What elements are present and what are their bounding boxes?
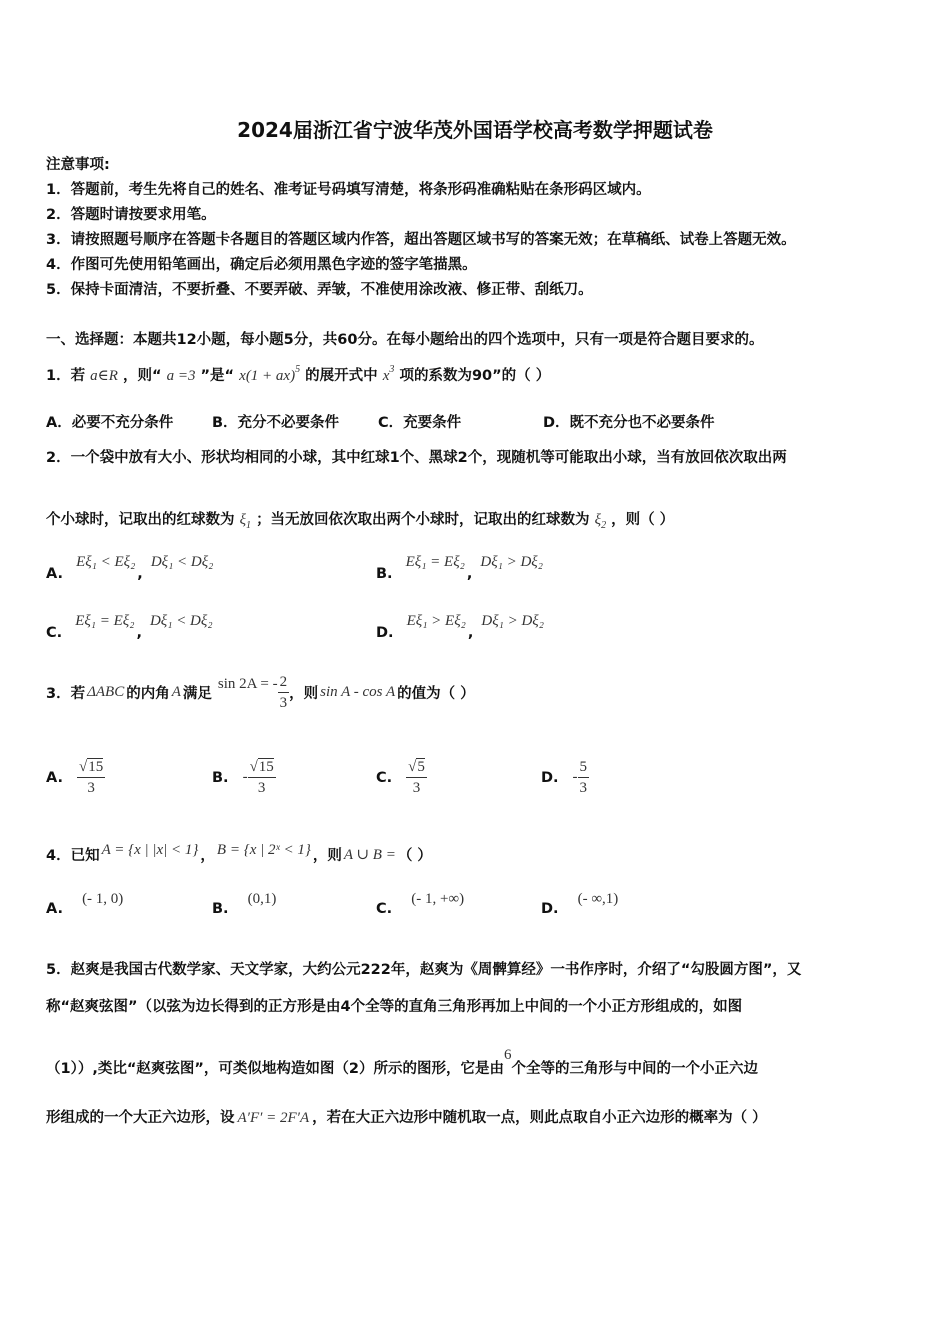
q3-text: 的值为（ ） xyxy=(397,686,475,702)
question-1 xyxy=(46,364,550,385)
q1-text: ，则“ xyxy=(123,368,162,384)
option-math: Dξ₁ > Dξ₂ xyxy=(480,554,543,570)
option-math: Eξ₁ = Eξ₂ xyxy=(75,613,135,629)
option-label: B. xyxy=(376,566,393,582)
fraction-denominator: 3 xyxy=(257,780,266,796)
q5-text: 个全等的三角形与中间的一个小正六边 xyxy=(511,1061,758,1077)
option-label: C. xyxy=(376,901,393,917)
q3-option-c xyxy=(376,757,427,798)
option-math: (- 1, 0) xyxy=(82,891,124,907)
q4-option-d xyxy=(541,891,619,918)
notice-item: 4．作图可先使用铅笔画出，确定后必须用黑色字迹的签字笔描黑。 xyxy=(46,257,477,273)
option-label: A. xyxy=(46,901,63,917)
q3-math: A xyxy=(171,684,181,700)
q4-option-b xyxy=(212,891,277,918)
option-math: Dξ₁ < Dξ₂ xyxy=(149,613,213,629)
option-label: B. xyxy=(212,769,229,786)
q2-math: 2 xyxy=(601,520,607,531)
question-2-line1: 2．一个袋中放有大小、形状均相同的小球，其中红球1个、黑球2个，现随机等可能取出小球，当有放回依次取出两 xyxy=(46,450,787,466)
option-math: Eξ₁ < Eξ₂ xyxy=(76,554,136,570)
q3-text: 满足 xyxy=(182,686,212,702)
option-label: B. xyxy=(212,901,229,917)
fraction-denominator: 3 xyxy=(579,780,588,796)
q3-text: 的内角 xyxy=(126,686,170,702)
page-title: 2024届浙江省宁波华茂外国语学校高考数学押题试卷 xyxy=(237,118,713,142)
q1-option-a: A．必要不充分条件 xyxy=(46,415,174,431)
option-fraction xyxy=(578,757,590,798)
fraction-denominator: 3 xyxy=(87,780,95,796)
q1-option-d: D．既不充分也不必要条件 xyxy=(543,415,715,431)
q4-text: 4．已知 xyxy=(46,848,100,864)
q1-text: ”是“ xyxy=(200,368,235,384)
option-label: D. xyxy=(541,901,559,917)
radicand: 15 xyxy=(258,759,274,775)
notice-item: 5．保持卡面清洁，不要折叠、不要弄破、弄皱，不准使用涂改液、修正带、刮纸刀。 xyxy=(46,282,593,298)
notice-heading: 注意事项: xyxy=(46,157,110,173)
q3-option-a xyxy=(46,757,105,798)
q1-math: 5 xyxy=(295,364,301,375)
option-label: D. xyxy=(541,769,559,786)
q4-math: A ∪ B = xyxy=(343,847,396,863)
q1-math: x(1 + ax) xyxy=(239,368,296,384)
q3-text: ，则 xyxy=(289,686,319,702)
q4-text: ， xyxy=(200,848,215,864)
option-math: (- 1, +∞) xyxy=(411,891,465,907)
question-2-line2 xyxy=(46,508,674,529)
question-4 xyxy=(46,844,432,865)
option-label: C. xyxy=(46,625,63,641)
q1-math: a =3 xyxy=(166,368,196,384)
option-fraction: $\frac{√15}{3}$ xyxy=(249,759,274,796)
option-math: Eξ₁ = Eξ₂ xyxy=(405,554,465,570)
fraction-numerator: 2 xyxy=(278,672,290,693)
q1-text: 项的系数为90”的（ ） xyxy=(399,368,551,384)
q4-option-a xyxy=(46,891,124,918)
fraction-denominator: 3 xyxy=(412,780,421,796)
q4-text: （ ） xyxy=(397,848,432,864)
q5-math: 6 xyxy=(504,1047,512,1063)
q3-text: 3．若 xyxy=(46,686,86,702)
q2-math: ξ xyxy=(594,512,602,528)
q1-text: 的展开式中 xyxy=(305,368,378,384)
q3-option-b xyxy=(212,757,276,798)
q2-text: 个小球时，记取出的红球数为 xyxy=(46,512,235,528)
q2-option-a: A. Eξ₁ < Eξ₂,Dξ₁ < Dξ₂ xyxy=(46,554,214,582)
option-sign: - xyxy=(242,769,248,785)
q2-text: ，则（ ） xyxy=(611,512,675,528)
option-math: Dξ₁ > Dξ₂ xyxy=(481,613,544,629)
fraction-denominator: 3 xyxy=(279,695,288,711)
q5-text: ，若在大正六边形中随机取一点，则此点取自小正六边形的概率为（ ） xyxy=(312,1110,767,1126)
question-3 xyxy=(46,672,475,713)
notice-item: 1．答题前，考生先将自己的姓名、准考证号码填写清楚，将条形码准确粘贴在条形码区域内。 xyxy=(46,182,651,198)
q2-option-d: D. Eξ₁ > Eξ₂,Dξ₁ > Dξ₂ xyxy=(376,613,544,641)
q3-fraction xyxy=(278,672,290,713)
q4-text: ，则 xyxy=(312,848,342,864)
option-math: Eξ₁ > Eξ₂ xyxy=(406,613,466,629)
fraction-numerator: 5 xyxy=(578,757,590,778)
option-label: A. xyxy=(46,566,63,582)
q3-math: sin 2A = - xyxy=(217,676,278,692)
question-5-line1: 5．赵爽是我国古代数学家、天文学家，大约公元222年，赵爽为《周髀算经》一书作序时，介绍了“勾股圆方图”，又 xyxy=(46,962,802,978)
question-5-line4 xyxy=(46,1106,767,1127)
option-label: D. xyxy=(376,625,394,641)
q4-set-b: B = {x | 2ˣ < 1} xyxy=(216,842,311,858)
question-5-line2: 称“赵爽弦图”（以弦为边长得到的正方形是由4个全等的直角三角形再加上中间的一个小正方形组成的，如图 xyxy=(46,999,743,1015)
notice-item: 3．请按照题号顺序在答题卡各题目的答题区域内作答，超出答题区域书写的答案无效；在草稿纸、试卷上答题无效。 xyxy=(46,232,796,248)
option-label: C. xyxy=(376,769,393,786)
q3-math: sin A - cos A xyxy=(320,684,396,700)
q5-text: 形组成的一个大正六边形，设 xyxy=(46,1110,235,1126)
option-math: (0,1) xyxy=(247,891,277,907)
q2-option-b: B. Eξ₁ = Eξ₂,Dξ₁ > Dξ₂ xyxy=(376,554,543,582)
q5-text: （1））,类比“赵爽弦图”，可类似地构造如图（2）所示的图形，它是由 xyxy=(46,1061,504,1077)
option-fraction: $\frac{√5}{3}$ xyxy=(408,759,425,796)
q1-math: x xyxy=(382,368,390,384)
option-math: Dξ₁ < Dξ₂ xyxy=(150,554,214,570)
q1-option-c: C．充要条件 xyxy=(378,415,462,431)
q3-option-d xyxy=(541,757,589,798)
notice-item: 2．答题时请按要求用笔。 xyxy=(46,207,216,223)
q4-set-a: A = {x | |x| < 1} xyxy=(101,842,199,858)
q1-option-b: B．充分不必要条件 xyxy=(212,415,340,431)
question-5-line3 xyxy=(46,1047,758,1078)
q3-math: ΔABC xyxy=(87,684,125,700)
q2-math: ξ xyxy=(239,512,246,528)
q2-option-c: C. Eξ₁ = Eξ₂,Dξ₁ < Dξ₂ xyxy=(46,613,213,641)
q4-option-c xyxy=(376,891,465,918)
section-heading: 一、选择题：本题共12小题，每小题5分，共60分。在每小题给出的四个选项中，只有一项是符合题目要求的。 xyxy=(46,332,764,348)
q5-math: A′F′ = 2F′A xyxy=(237,1110,310,1126)
q2-text: ；当无放回依次取出两个小球时，记取出的红球数为 xyxy=(256,512,590,528)
option-math: (- ∞,1) xyxy=(577,891,619,907)
option-sign: - xyxy=(572,769,578,785)
radicand: 5 xyxy=(417,759,425,775)
radicand: 15 xyxy=(88,759,104,775)
q1-math: 3 xyxy=(389,364,395,375)
option-label: A. xyxy=(46,769,63,786)
q2-math: 1 xyxy=(246,520,251,531)
q1-text: 1．若 xyxy=(46,368,86,384)
q1-math: a∈R xyxy=(90,368,118,384)
option-fraction: $\frac{√15}{3}$ xyxy=(79,759,104,796)
